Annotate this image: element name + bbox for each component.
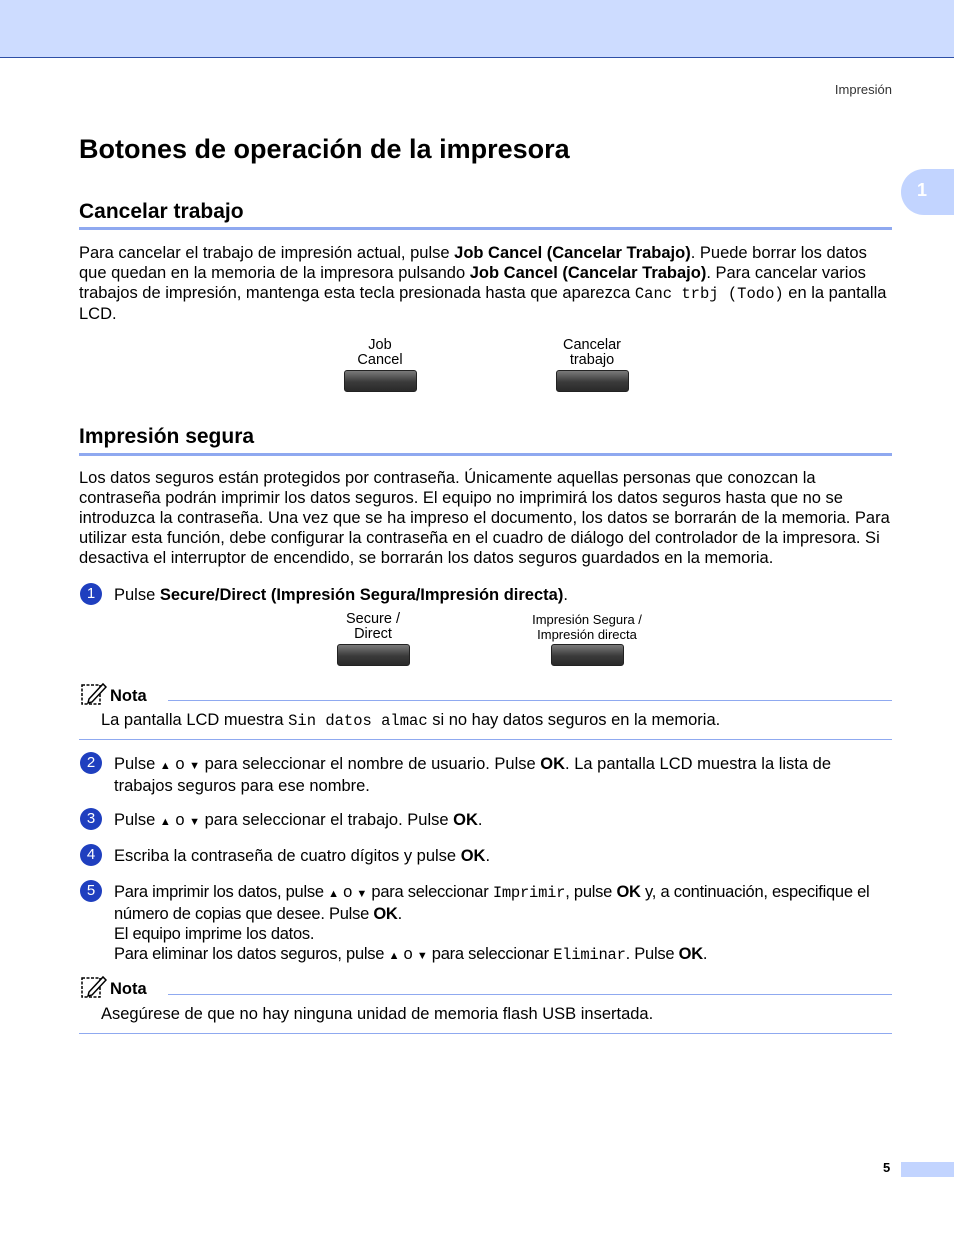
printer-key (551, 644, 624, 666)
note-title: Nota (110, 687, 147, 705)
printer-key (337, 644, 410, 666)
up-arrow-icon: ▲ (159, 760, 171, 772)
page-title: Botones de operación de la impresora (79, 134, 570, 164)
secure-direct-button-es: Impresión Segura / Impresión directa (512, 612, 662, 666)
job-cancel-button-es: Cancelar trabajo (532, 338, 652, 392)
step-number-2: 2 (80, 752, 102, 774)
up-arrow-icon: ▲ (328, 888, 339, 900)
step-number-5: 5 (80, 880, 102, 902)
note-title: Nota (110, 980, 147, 998)
secure-direct-button-en: Secure / Direct (313, 612, 433, 666)
step-number-4: 4 (80, 844, 102, 866)
step-number-1: 1 (80, 583, 102, 605)
printer-key (556, 370, 629, 392)
job-cancel-button-en: Job Cancel (320, 338, 440, 392)
note-rule (168, 994, 892, 995)
secure-intro-paragraph: Los datos seguros están protegidos por contraseña. Únicamente aquellas personas que conozcan la contraseña podrán imprimir los datos seguros. El equipo no imprimirá los datos seguros hasta que no se introduzca la contraseña. Una vez que se ha impreso el documento, los datos se borrarán de la memoria. Para utilizar esta función, debe configurar la contraseña en el cuadro de diálogo del controlador de la impresora. Si desactiva el interruptor de encendido, se borrarán los datos seguros guardados en la memoria. (79, 469, 890, 567)
running-header: Impresión (834, 82, 892, 97)
page-number: 5 (883, 1160, 891, 1175)
section-heading-impresion-segura: Impresión segura (79, 425, 255, 448)
footer-bar (901, 1162, 954, 1177)
printer-key (344, 370, 417, 392)
note-bottom-rule (79, 1033, 892, 1034)
note-1-text: La pantalla LCD muestra Sin datos almac si no hay datos seguros en la memoria. (101, 711, 721, 730)
step-1-text: Pulse Secure/Direct (Impresión Segura/Impresión directa). (114, 586, 568, 604)
up-arrow-icon: ▲ (388, 950, 400, 962)
note-bottom-rule (79, 739, 892, 740)
cancel-paragraph: Para cancelar el trabajo de impresión actual, pulse Job Cancel (Cancelar Trabajo). Puede borrar los datos que quedan en la memoria de la impresora pulsando Job Cancel (Cancelar Trabajo). Para cancelar varios trabajos de impresión, mantenga esta tecla presionada hasta que aparezca Canc trbj (Todo) en la pantalla LCD. (79, 244, 887, 323)
step-2-text: Pulse ▲ o ▼ para seleccionar el nombre de usuario. Pulse OK. La pantalla LCD muestra la lista de trabajos seguros para ese nombre. (114, 755, 832, 795)
section-rule (79, 453, 892, 456)
section-rule (79, 227, 892, 230)
chapter-number: 1 (917, 180, 928, 200)
down-arrow-icon: ▼ (189, 816, 200, 828)
up-arrow-icon: ▲ (159, 816, 171, 828)
step-number-3: 3 (80, 808, 102, 830)
down-arrow-icon: ▼ (189, 760, 200, 772)
section-heading-cancelar: Cancelar trabajo (79, 200, 244, 223)
note-rule (168, 700, 892, 701)
note-pencil-icon (81, 975, 107, 999)
step-4-text: Escriba la contraseña de cuatro dígitos y pulse OK. (114, 847, 491, 865)
step-3-text: Pulse ▲ o ▼ para seleccionar el trabajo. Pulse OK. (114, 811, 483, 829)
top-header-band (0, 0, 954, 58)
down-arrow-icon: ▼ (416, 950, 428, 962)
chapter-tab (901, 169, 954, 215)
note-pencil-icon (81, 682, 107, 706)
down-arrow-icon: ▼ (356, 888, 368, 900)
step-5-text: Para imprimir los datos, pulse ▲ o ▼ para seleccionar Imprimir, pulse OK y, a continuación, especifique el número de copias que desee. Pulse OK. El equipo imprime los datos. Para eliminar los datos seguros, pulse ▲ o ▼ para seleccionar Eliminar. Pulse OK. (114, 883, 870, 964)
note-2-text: Asegúrese de que no hay ninguna unidad de memoria flash USB insertada. (101, 1005, 654, 1023)
